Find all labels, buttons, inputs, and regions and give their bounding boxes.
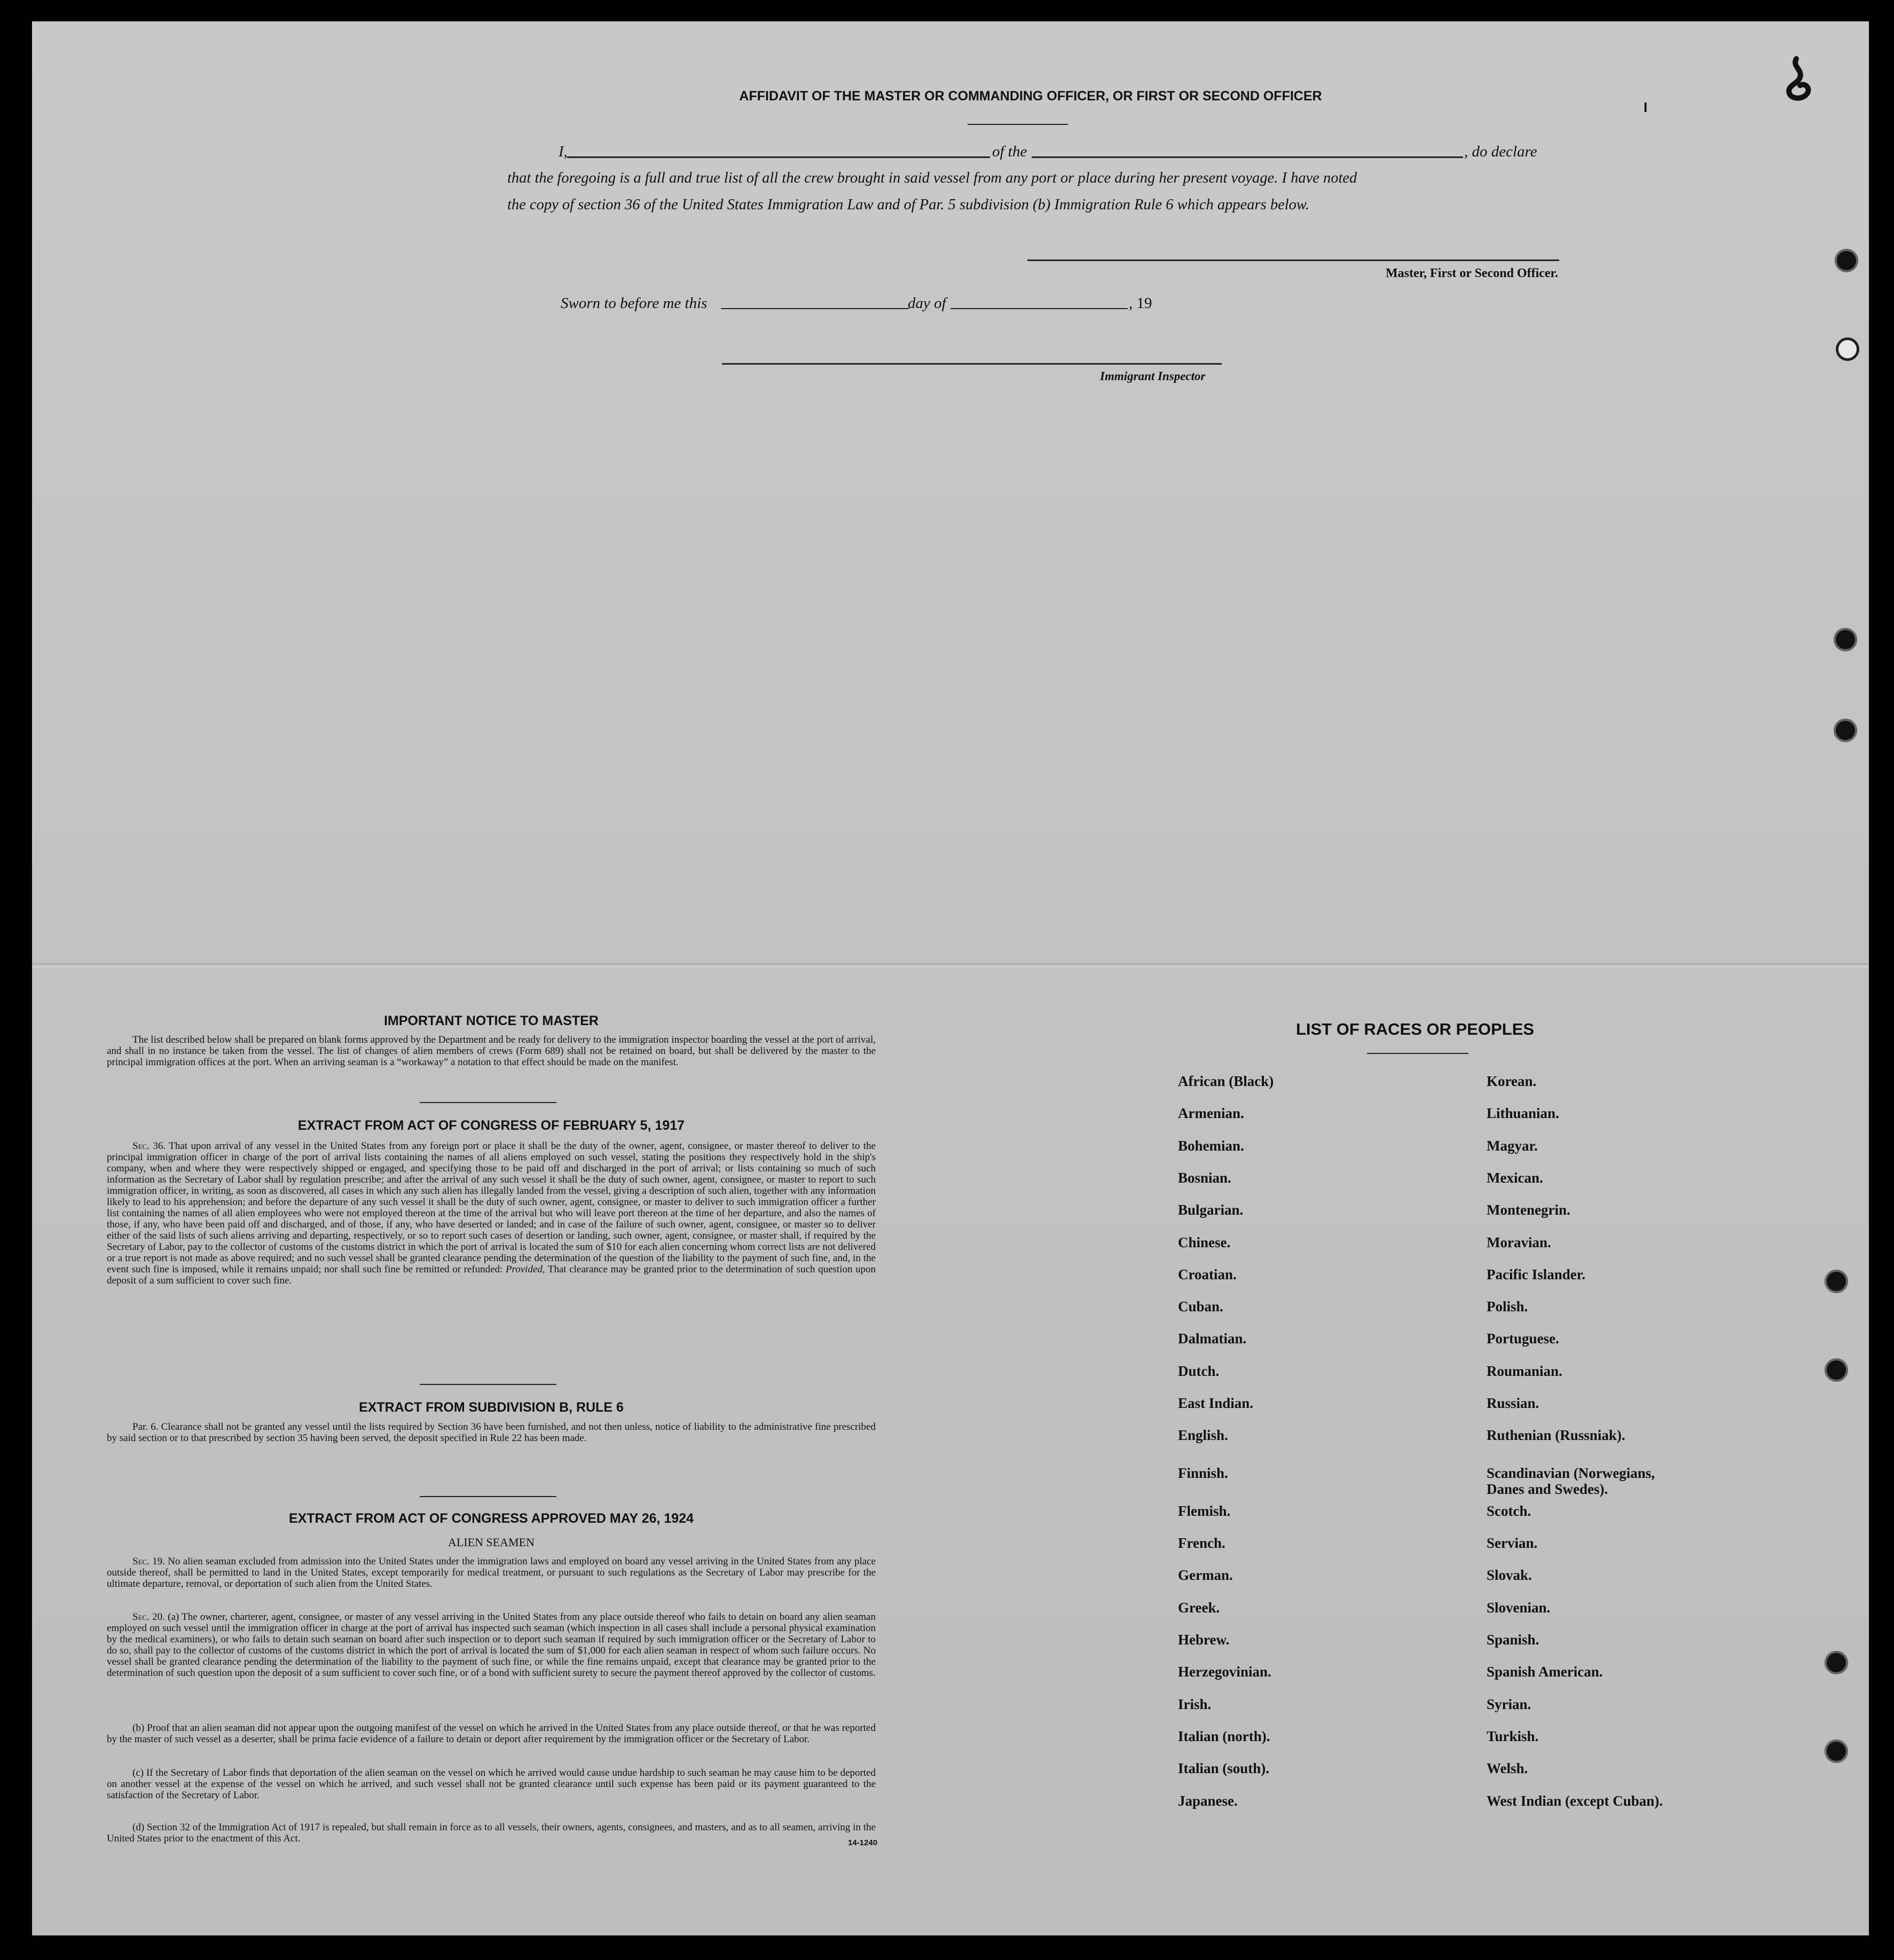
race-item: Japanese. [1178, 1793, 1238, 1809]
race-item: Portuguese. [1487, 1331, 1559, 1347]
race-item: Flemish. [1178, 1503, 1231, 1519]
race-item: German. [1178, 1567, 1233, 1583]
punch-hole [1834, 628, 1857, 651]
punch-hole [1825, 1270, 1848, 1293]
race-item: Servian. [1487, 1535, 1538, 1551]
notice-body: The list described below shall be prepared on blank forms approved by the Department and be ready for delivery to the immigration inspector boarding the vessel at the port of arrival, and shall in no instance be taken from the vessel. The list of changes of alien members of crews (Form 689) shall not be retained on board, but shall be delivered by the master to the principal immigration offices at the port. When an arriving seaman is a “workaway” a notation to that effect should be made on the manifest. [107, 1034, 876, 1068]
day-of-label: day of [908, 295, 946, 312]
form-number: 14-1240 [848, 1838, 878, 1847]
sec36-text: That upon arrival of any vessel in the United States from any foreign port or place it shall be the duty of the owner, agent, consignee, or master thereof to deliver to the principal immigration officer in charge of the port of arrival lists containing the names of all aliens employed on such vessel, stating the positions they respectively hold in the ship's company, when and where they were respectively shipped or engaged, and specifying those to be paid off and discharged in the port of arrival; or lists containing so much of such information as the Secretary of Labor shall by regulation prescribe; and after the arrival of any such vessel it shall be the duty of such owner, agent, consignee, or master to report to such immigration officer, in writing, as soon as discovered, all cases in which any such alien has illegally landed from the vessel, giving a description of such alien, together with any information likely to lead to his apprehension; and before the departure of any such vessel it shall be the duty of such owner, agent, consignee, or master to deliver to such immigration officer a further list containing the names of all alien employees who were not employed thereon at the time of the arrival but who will leave port thereon at the time of her departure, and also the names of those, if any, who have been paid off and discharged, and of those, if any, who have deserted or landed; and in case of the failure of such owner, agent, consignee, or master so to deliver either of the said lists of such aliens arriving and departing, respectively, or so to report such cases of desertion or landing, such owner, agent, consignee, or master shall, if required by the Secretary of Labor, pay to the collector of customs of the customs district in which the port of arrival is located the sum of $10 for each alien concerning whom correct lists are not delivered or a true report is not made as above required; and no such vessel shall be granted clearance pending the determination of the question of the liability to the payment of such fine, and, in the event such fine is imposed, while it remains unpaid; nor shall such fine be remitted or refunded: [107, 1140, 876, 1275]
race-item: Scotch. [1487, 1503, 1531, 1519]
master-signature-line[interactable] [1027, 259, 1559, 261]
rule [420, 1102, 556, 1103]
race-item: Lithuanian. [1487, 1105, 1559, 1121]
extract-1924-title: EXTRACT FROM ACT OF CONGRESS APPROVED MAY 26, 1924 [288, 1511, 694, 1526]
race-item: African (Black) [1178, 1073, 1274, 1089]
race-item: Bohemian. [1178, 1138, 1244, 1154]
affidavit-title: AFFIDAVIT OF THE MASTER OR COMMANDING OFFICER, OR FIRST OR SECOND OFFICER [739, 89, 1322, 104]
affidavit-of-the: of the [992, 143, 1027, 160]
rule [420, 1384, 556, 1385]
race-item: Russian. [1487, 1395, 1539, 1411]
race-item: Cuban. [1178, 1298, 1223, 1314]
sec20c-body: (c) If the Secretary of Labor finds that deportation of the alien seaman on the vessel on which he arrived would cause undue hardship to such seaman he may cause him to be deported on another vessel at the expense of the vessel on which he arrived, and such vessel shall not be granted clearance until such expense has been paid or its payment guaranteed to the satisfaction of the Secretary of Labor. [107, 1767, 876, 1801]
sec36-label: Sec. 36. [132, 1140, 166, 1152]
page-fold [32, 963, 1869, 967]
rule6-title: EXTRACT FROM SUBDIVISION B, RULE 6 [359, 1400, 624, 1415]
races-title: LIST OF RACES OR PEOPLES [1295, 1020, 1535, 1038]
race-item: Spanish. [1487, 1632, 1539, 1648]
sec19-text: No alien seaman excluded from admission into the United States under the immigration laws and employed on board any vessel arriving in the United States from any place outside thereof, shall be permitted to land in the United States, except temporarily for medical treatment, or pursuant to such regulations as the Secretary of Labor may prescribe for the ultimate departure, removal, or deportation of such alien from the United States. [107, 1556, 876, 1589]
name-field-line[interactable] [567, 156, 990, 158]
race-item: Korean. [1487, 1073, 1537, 1089]
affidavit-line2: that the foregoing is a full and true list of all the crew brought in said vessel from any port or place during her present voyage. I have noted [507, 170, 1357, 186]
race-item: Bulgarian. [1178, 1202, 1244, 1218]
race-item: Montenegrin. [1487, 1202, 1570, 1218]
page-number-stamp [1776, 53, 1819, 112]
proviso-label: Provided, [505, 1264, 545, 1275]
notice-title: IMPORTANT NOTICE TO MASTER [384, 1013, 599, 1028]
race-item: Mexican. [1487, 1170, 1543, 1186]
race-item: Armenian. [1178, 1105, 1244, 1121]
sworn-month-line[interactable] [950, 308, 1128, 309]
race-item: Pacific Islander. [1487, 1266, 1585, 1282]
affidavit-i: I, [559, 143, 568, 160]
affidavit-declare: , do declare [1464, 143, 1537, 160]
rule [420, 1496, 556, 1497]
year-label: , 19 [1129, 295, 1152, 312]
race-item: Syrian. [1487, 1696, 1531, 1712]
race-item: Croatian. [1178, 1266, 1237, 1282]
race-item: East Indian. [1178, 1395, 1254, 1411]
sec19-label: Sec. 19. [132, 1556, 165, 1567]
race-item: Italian (south). [1178, 1760, 1270, 1776]
sec19-body [107, 1556, 876, 1589]
race-item: Welsh. [1487, 1760, 1528, 1776]
punch-hole [1834, 719, 1857, 742]
race-item: West Indian (except Cuban). [1487, 1793, 1663, 1809]
master-signature-label: Master, First or Second Officer. [1385, 266, 1558, 280]
race-item: Polish. [1487, 1298, 1528, 1314]
race-item: Scandinavian (Norwegians, Danes and Swedes). [1487, 1465, 1655, 1497]
race-item: Hebrew. [1178, 1632, 1230, 1648]
vessel-field-line[interactable] [1032, 156, 1463, 158]
sec20a-text: (a) The owner, charterer, agent, consignee, or master of any vessel arriving in the United States from any place outside thereof who fails to detain on board any alien seaman employed on such vessel until the immigration officer in charge at the port of arrival has inspected such seaman (which inspection in all cases shall include a personal physical examination by the medical examiners), or who fails to detain such seaman on board after such inspection or to deport such seaman if required by such immigration officer or the Secretary of Labor to do so, shall pay to the collector of customs of the customs district in which the port of arrival is located the sum of $1,000 for each alien seaman in respect of whom such failure occurs. No vessel shall be granted clearance pending the determination of the liability to the payment of such fine, or while the fine remains unpaid, except that clearance may be granted prior to the determination of such question upon the deposit of a sum sufficient to cover such fine, or of a bond with sufficient surety to secure the payment thereof approved by the collector of customs. [107, 1611, 876, 1679]
sworn-day-line[interactable] [721, 308, 909, 309]
extract-1917-body [107, 1140, 876, 1286]
punch-hole [1825, 1651, 1848, 1674]
rule6-body: Par. 6. Clearance shall not be granted any vessel until the lists required by Section 36 have been furnished, and not then unless, notice of liability to the administrative fine prescribed by said section or to that prescribed by section 35 having been served, the deposit specified in Rule 22 has been made. [107, 1421, 876, 1444]
race-item: Dalmatian. [1178, 1331, 1247, 1347]
race-item: French. [1178, 1535, 1225, 1551]
sec20-label: Sec. 20. [132, 1611, 165, 1623]
punch-hole [1825, 1358, 1848, 1382]
race-item: English. [1178, 1427, 1228, 1443]
race-item: Ruthenian (Russniak). [1487, 1427, 1625, 1443]
punch-hole [1825, 1739, 1848, 1763]
proviso-text: That clearance may be granted prior to the determination of such question upon deposit of a sum sufficient to cover such fine. [107, 1264, 876, 1286]
race-item: Magyar. [1487, 1138, 1538, 1154]
races-rule [1367, 1053, 1468, 1054]
race-item: Moravian. [1487, 1234, 1551, 1250]
title-rule [968, 124, 1068, 125]
affidavit-line3: the copy of section 36 of the United States Immigration Law and of Par. 5 subdivision (b) Immigration Rule 6 which appears below. [507, 196, 1309, 213]
page-mark: I [1644, 99, 1648, 115]
punch-hole [1836, 337, 1859, 361]
alien-seamen-subtitle: ALIEN SEAMEN [448, 1536, 535, 1549]
sec20d-body: (d) Section 32 of the Immigration Act of 1917 is repealed, but shall remain in force as to all vessels, their owners, agents, consignees, and masters, and as to all seamen, arriving in the United States prior to the enactment of this Act. [107, 1822, 876, 1844]
race-item: Roumanian. [1487, 1363, 1562, 1379]
race-item: Dutch. [1178, 1363, 1220, 1379]
sec20a-body [107, 1611, 876, 1679]
race-item: Chinese. [1178, 1234, 1231, 1250]
extract-1917-title: EXTRACT FROM ACT OF CONGRESS OF FEBRUARY 5, 1917 [297, 1118, 685, 1133]
race-item: Italian (north). [1178, 1728, 1270, 1744]
race-item: Spanish American. [1487, 1664, 1603, 1680]
race-item: Finnish. [1178, 1465, 1228, 1481]
race-item: Bosnian. [1178, 1170, 1231, 1186]
form-page [32, 21, 1869, 1935]
sec20b-body: (b) Proof that an alien seaman did not appear upon the outgoing manifest of the vessel on which he arrived in the United States from any place outside thereof, or that he was reported by the master of such vessel as a deserter, shall be prima facie evidence of a failure to detain or deport after requirement by the immigration officer or the Secretary of Labor. [107, 1722, 876, 1745]
race-item: Greek. [1178, 1600, 1220, 1616]
sworn-label: Sworn to before me this [561, 295, 708, 312]
race-item: Herzegovinian. [1178, 1664, 1271, 1680]
inspector-signature-line[interactable] [722, 363, 1222, 365]
race-item: Turkish. [1487, 1728, 1539, 1744]
inspector-label: Immigrant Inspector [1100, 369, 1206, 383]
punch-hole [1835, 249, 1858, 272]
race-item: Slovenian. [1487, 1600, 1551, 1616]
race-item: Irish. [1178, 1696, 1212, 1712]
race-item: Slovak. [1487, 1567, 1532, 1583]
